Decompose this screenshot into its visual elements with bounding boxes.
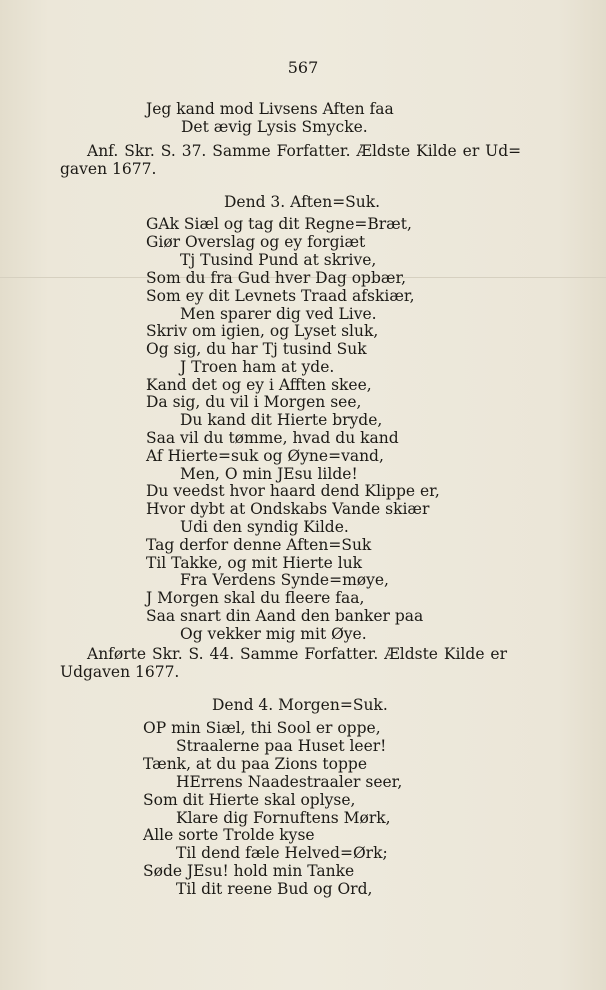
verse-line: Tænk, at du paa Zions toppe [143,755,367,773]
page-number: 567 [287,58,319,77]
verse-line: Du veedst hvor haard dend Klippe er, [146,482,440,500]
verse-line: Klare dig Fornuftens Mørk, [176,809,391,827]
hymn-heading: Dend 4. Morgen=Suk. [212,696,388,714]
source-note: Anf. Skr. S. 37. Samme Forfatter. Ældste Kilde er Ud= [87,142,522,160]
verse-line: Men sparer dig ved Live. [180,305,377,323]
verse-line: Søde JEsu! hold min Tanke [143,862,355,880]
hymn-heading: Dend 3. Aften=Suk. [224,193,381,211]
verse-line: Jeg kand mod Livsens Aften faa [146,100,394,118]
verse-line: Hvor dybt at Ondskabs Vande skiær [146,500,430,518]
verse-line: GAk Siæl og tag dit Regne=Bræt, [146,215,412,233]
verse-line: Skriv om igien, og Lyset sluk, [146,322,379,340]
verse-line: Saa vil du tømme, hvad du kand [146,429,399,447]
verse-line: OP min Siæl, thi Sool er oppe, [143,719,381,737]
source-note: gaven 1677. [60,160,157,178]
verse-line: Du kand dit Hierte bryde, [180,411,383,429]
verse-line: Udi den syndig Kilde. [180,518,349,536]
verse-line: Alle sorte Trolde kyse [143,826,315,844]
verse-line: Som dit Hierte skal oplyse, [143,791,356,809]
verse-line: Og sig, du har Tj tusind Suk [146,340,367,358]
verse-line: Fra Verdens Synde=møye, [180,571,389,589]
verse-line: Som ey dit Levnets Traad afskiær, [146,287,415,305]
verse-line: J Troen ham at yde. [180,358,335,376]
verse-line: Til dit reene Bud og Ord, [176,880,373,898]
verse-line: Og vekker mig mit Øye. [180,625,367,643]
verse-line: Straalerne paa Huset leer! [176,737,387,755]
verse-line: Da sig, du vil i Morgen see, [146,393,362,411]
verse-line: Kand det og ey i Afften skee, [146,376,372,394]
source-note: Udgaven 1677. [60,663,180,681]
verse-line: Men, O min JEsu lilde! [180,465,358,483]
verse-line: Til Takke, og mit Hierte luk [146,554,363,572]
verse-line: Tj Tusind Pund at skrive, [180,251,377,269]
verse-line: Saa snart din Aand den banker paa [146,607,424,625]
verse-line: Af Hierte=suk og Øyne=vand, [146,447,384,465]
source-note: Anførte Skr. S. 44. Samme Forfatter. Ældste Kilde er [87,645,507,663]
verse-line: Som du fra Gud hver Dag opbær, [146,269,407,287]
verse-line: Til dend fæle Helved=Ørk; [176,844,388,862]
verse-line: HErrens Naadestraaler seer, [176,773,403,791]
verse-line: Giør Overslag og ey forgiæt [146,233,366,251]
verse-line: J Morgen skal du fleere faa, [146,589,365,607]
verse-line: Tag derfor denne Aften=Suk [146,536,372,554]
verse-line: Det ævig Lysis Smycke. [181,118,368,136]
